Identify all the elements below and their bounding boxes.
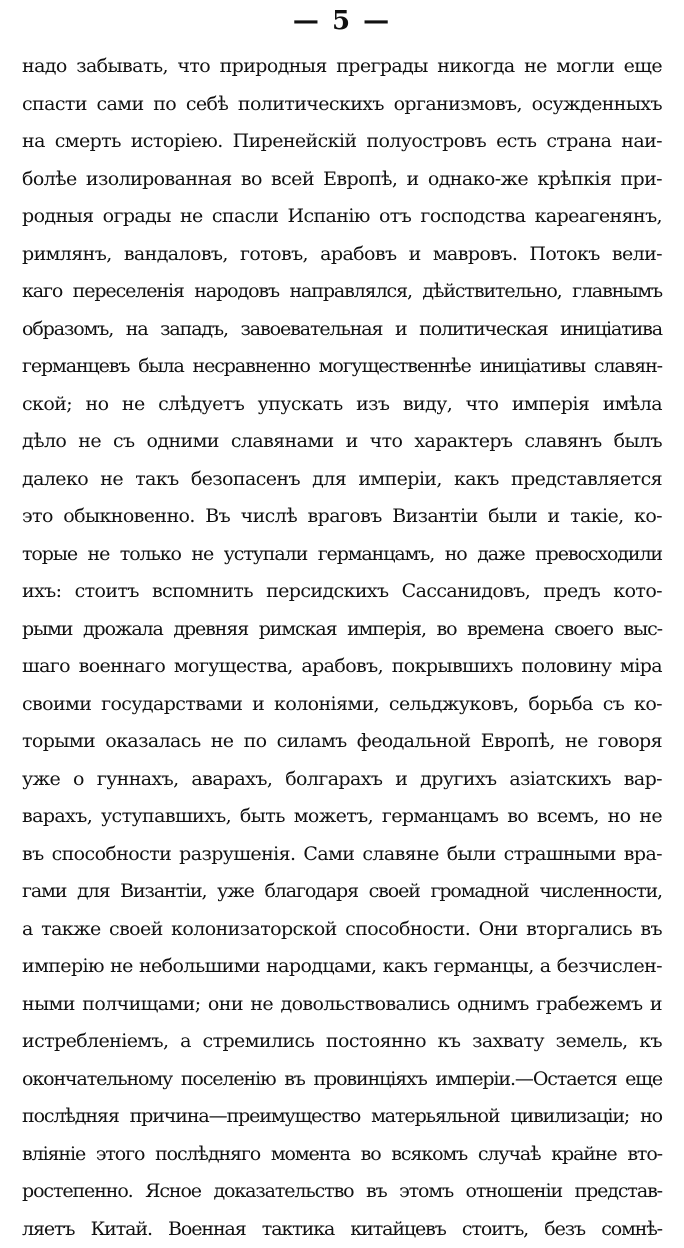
text-line: въ способности разрушенія. Сами славяне были страшными вра-	[22, 836, 662, 874]
text-line: ихъ: стоитъ вспомнить персидскихъ Сассанидовъ, предъ кото-	[22, 573, 662, 611]
text-line: римлянъ, вандаловъ, готовъ, арабовъ и мавровъ. Потокъ вели-	[22, 236, 662, 274]
text-line: ными полчищами; они не довольствовались однимъ грабежемъ и	[22, 986, 662, 1024]
page-number: — 5 —	[0, 4, 684, 38]
text-line: торыми оказалась не по силамъ феодальной Европѣ, не говоря	[22, 723, 662, 761]
text-line: рыми дрожала древняя римская имперія, во времена своего выс-	[22, 611, 662, 649]
text-line: гами для Византіи, уже благодаря своей громадной численности,	[22, 873, 662, 911]
body-text	[22, 48, 662, 1248]
text-line: родныя ограды не спасли Испанію отъ господства кареагенянъ,	[22, 198, 662, 236]
text-line: окончательному поселенію въ провинціяхъ имперіи.—Остается еще	[22, 1061, 662, 1099]
text-line: германцевъ была несравненно могущественнѣе иниціативы славян-	[22, 348, 662, 386]
text-line: послѣдняя причина—преимущество матерьяльной цивилизаціи; но	[22, 1098, 662, 1136]
text-line: на смерть исторіею. Пиренейскій полуостровъ есть страна наи-	[22, 123, 662, 161]
text-line: своими государствами и колоніями, сельджуковъ, борьба съ ко-	[22, 686, 662, 724]
text-line: уже о гуннахъ, аварахъ, болгарахъ и другихъ азіатскихъ вар-	[22, 761, 662, 799]
text-line: образомъ, на западъ, завоевательная и политическая иниціатива	[22, 311, 662, 349]
text-line: а также своей колонизаторской способности. Они вторгались въ	[22, 911, 662, 949]
text-line: дѣло не съ одними славянами и что характеръ славянъ былъ	[22, 423, 662, 461]
text-line: вліяніе этого послѣдняго момента во всякомъ случаѣ крайне вто-	[22, 1136, 662, 1174]
text-line: ляетъ Китай. Военная тактика китайцевъ стоитъ, безъ сомнѣ-	[22, 1211, 662, 1248]
text-line: ростепенно. Ясное доказательство въ этомъ отношеніи представ-	[22, 1173, 662, 1211]
text-line: имперію не небольшими народцами, какъ германцы, а безчислен-	[22, 948, 662, 986]
text-line: шаго военнаго могущества, арабовъ, покрывшихъ половину міра	[22, 648, 662, 686]
text-line: это обыкновенно. Въ числѣ враговъ Византіи были и такіе, ко-	[22, 498, 662, 536]
text-line: каго переселенія народовъ направлялся, дѣйствительно, главнымъ	[22, 273, 662, 311]
text-line: далеко не такъ безопасенъ для имперіи, какъ представляется	[22, 461, 662, 499]
text-line: ской; но не слѣдуетъ упускать изъ виду, что имперія имѣла	[22, 386, 662, 424]
text-line: истребленіемъ, а стремились постоянно къ захвату земель, къ	[22, 1023, 662, 1061]
text-line: надо забывать, что природныя преграды никогда не могли еще	[22, 48, 662, 86]
text-line: торые не только не уступали германцамъ, но даже превосходили	[22, 536, 662, 574]
text-line: болѣе изолированная во всей Европѣ, и однако-же крѣпкія при-	[22, 161, 662, 199]
text-line: спасти сами по себѣ политическихъ организмовъ, осужденныхъ	[22, 86, 662, 124]
text-line: варахъ, уступавшихъ, быть можетъ, германцамъ во всемъ, но не	[22, 798, 662, 836]
